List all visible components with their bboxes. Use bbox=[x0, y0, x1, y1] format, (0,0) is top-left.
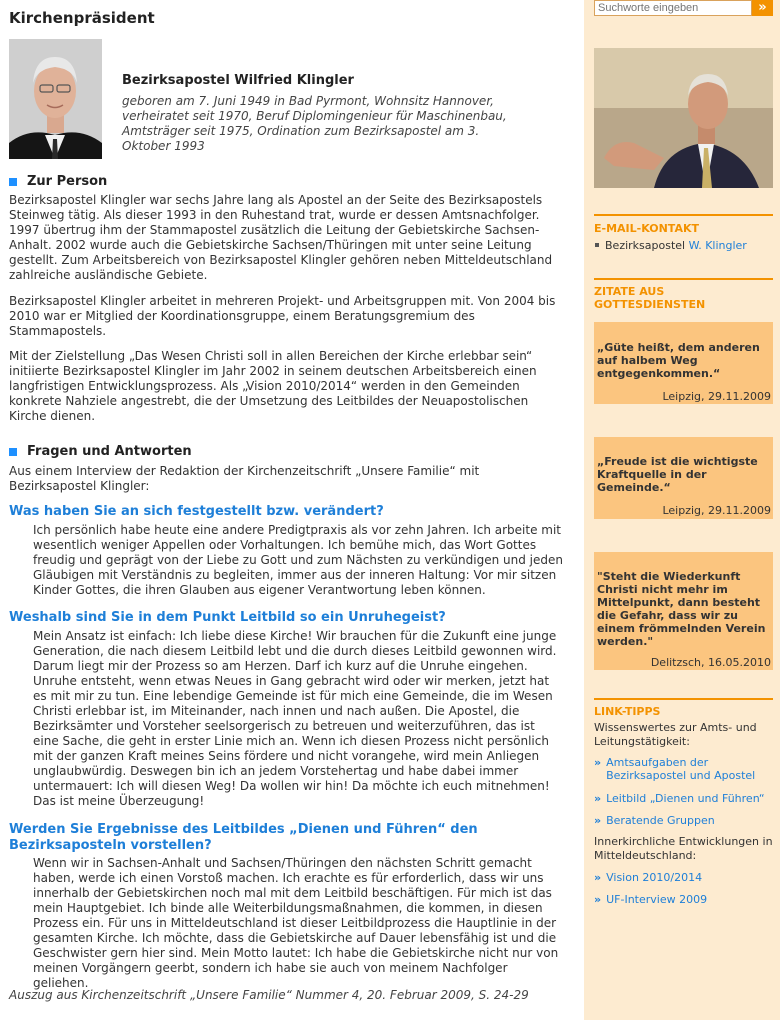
quotes-heading: ZITATE AUS GOTTESDIENSTEN bbox=[594, 285, 706, 311]
email-prefix: Bezirksapostel bbox=[605, 239, 686, 252]
sidebar-photo bbox=[594, 48, 773, 188]
link-item[interactable] bbox=[594, 792, 773, 805]
link-label: Vision 2010/2014 bbox=[606, 871, 703, 884]
sidebar-photo-illustration bbox=[594, 48, 773, 188]
square-bullet-icon bbox=[9, 448, 17, 456]
link-label: Leitbild „Dienen und Führen“ bbox=[606, 792, 765, 805]
sidebar-divider bbox=[594, 214, 773, 216]
search-button[interactable]: » bbox=[752, 0, 773, 16]
link-tips-intro: Innerkirchliche Entwicklungen in Mitteldeutschland: bbox=[594, 835, 773, 862]
section-heading-label: Zur Person bbox=[27, 174, 108, 189]
question-heading: Weshalb sind Sie in dem Punkt Leitbild so ein Unruhegeist? bbox=[9, 610, 446, 625]
interview-intro: Aus einem Interview der Redaktion der Kirchenzeitschrift „Unsere Familie“ mit Bezirksapostel Klingler: bbox=[9, 464, 480, 493]
email-link[interactable]: W. Klingler bbox=[688, 239, 747, 252]
link-label: Amtsaufgaben der Bezirksapostel und Apostel bbox=[606, 756, 756, 782]
page-title: Kirchenpräsident bbox=[9, 9, 155, 27]
answer-text: Ich persönlich habe heute eine andere Predigtpraxis als vor zehn Jahren. Ich arbeite mit wesentlich weniger Appellen oder Vorhaltungen. Ich bemühe mich, das Wort Gottes freudig und geprägt von der Liebe zu Gott und zum Nächsten zu verkündigen und jeden Gläubigen mit Verständnis zu begleiten, immer aus der inneren Haltung: Vor mir sitzen Kinder Gottes, die ihren Glauben aus eigener Verantwortung leben können. bbox=[33, 523, 563, 597]
quote-meta: Delitzsch, 16.05.2010 bbox=[650, 656, 771, 669]
quote-text: "Steht die Wiederkunft Christi nicht mehr im Mittelpunkt, dann besteht die Gefahr, dass wir zu einem frömmelnden Verein werden." bbox=[597, 570, 766, 648]
chevron-right-icon: » bbox=[594, 756, 602, 769]
answer-text: Wenn wir in Sachsen-Anhalt und Sachsen/Thüringen den nächsten Schritt gemacht haben, werde ich einen Vorstoß machen. Ich erachte es für erforderlich, dass wir uns innerhalb der Gebietskirchen noch mal mit dem Leitbild beschäftigen. Für mich ist das mein Hauptgebiet. Ich binde alle Weiterbildungsmaßnahmen, die kommen, in diesen Prozess ein. Für uns in Mitteldeutschland ist dieser Leitbildprozess die Hauptlinie in der gesamten Kirche. Ich möchte, dass die Gebietskirche auf Dauer lebensfähig ist und die Geschwister gern hier sind. Mein Motto lautet: Ich habe die Gebietskirche nicht nur von meinen Vorgängern geerbt, sondern ich habe sie auch von meinem Nachfolger geliehen. bbox=[33, 856, 559, 990]
question-heading: Werden Sie Ergebnisse des Leitbildes „Dienen und Führen“ den Bezirksaposteln vorstellen? bbox=[9, 822, 478, 853]
chevron-right-icon: » bbox=[594, 893, 602, 906]
square-bullet-icon bbox=[9, 178, 17, 186]
link-tips-intro: Wissenswertes zur Amts- und Leitungstätigkeit: bbox=[594, 721, 757, 748]
section-heading-fragen bbox=[9, 444, 192, 459]
sidebar-divider bbox=[594, 698, 773, 700]
link-item[interactable] bbox=[594, 893, 773, 906]
paragraph: Mit der Zielstellung „Das Wesen Christi soll in allen Bereichen der Kirche erlebbar sein“ initiierte Bezirksapostel Klingler im Jahr 2002 in seinem deutschen Arbeitsbereich einen langfristigen Entwicklungsprozess. Als „Vision 2010/2014“ werden in den Gemeinden konkrete Nahziele angestrebt, die der Umsetzung des Leitbildes der Neuapostolischen Kirche dienen. bbox=[9, 349, 537, 423]
portrait-image bbox=[9, 39, 102, 159]
profile-info: geboren am 7. Juni 1949 in Bad Pyrmont, Wohnsitz Hannover, verheiratet seit 1970, Beruf Diplomingenieur für Maschinenbau, Amtsträger seit 1975, Ordination zum Bezirksapostel am 3. Oktober 1993 bbox=[122, 94, 507, 153]
bullet-icon bbox=[595, 243, 599, 247]
quote-text: „Freude ist die wichtigste Kraftquelle in der Gemeinde.“ bbox=[597, 455, 758, 494]
link-label: UF-Interview 2009 bbox=[606, 893, 708, 906]
link-tips-heading: LINK-TIPPS bbox=[594, 705, 661, 718]
answer-text: Mein Ansatz ist einfach: Ich liebe diese Kirche! Wir brauchen für die Zukunft eine junge Generation, die nach diesem Leitbild lebt und die durch dieses Leitbild gewonnen wird. Darum liegt mir der Prozess so am Herzen. Darf ich kurz auf die Unruhe eingehen. Unruhe entsteht, wenn etwas Neues in Gang gebracht wird oder wir merken, jetzt hat es mit mir zu tun. Eine lebendige Gemeinde ist für mich eine Gemeinde, die im Wesen Christi erlebbar ist, im Miteinander, nach innen und nach außen. Die Apostel, die Bezirksämter und Vorsteher seelsorgerisch zu betreuen und weiterzuführen, das ist eine Sache, die geht in erster Linie mich an. Wenn ich diesen Prozess nicht persönlich mit der ganzen Kraft meines Seins fördere und nicht vorangehe, wird mein Anliegen unglaubwürdig. Deswegen bin ich an jedem Vorstehertag und habe dabei immer untermauert: Ich will diesen Weg! Da wollen wir hin! Da möchte ich euch mitnehmen! Das ist meine Überzeugung! bbox=[33, 629, 557, 808]
link-item[interactable] bbox=[594, 871, 773, 884]
question-heading: Was haben Sie an sich festgestellt bzw. verändert? bbox=[9, 504, 384, 519]
link-item[interactable] bbox=[594, 756, 773, 782]
profile-name: Bezirksapostel Wilfried Klingler bbox=[122, 73, 354, 88]
email-contact-line bbox=[594, 238, 747, 253]
quote-meta: Leipzig, 29.11.2009 bbox=[662, 390, 771, 403]
source-citation: Auszug aus Kirchenzeitschrift „Unsere Familie“ Nummer 4, 20. Februar 2009, S. 24-29 bbox=[9, 988, 529, 1002]
link-item[interactable] bbox=[594, 814, 773, 827]
email-contact-heading: E-MAIL-KONTAKT bbox=[594, 222, 699, 235]
section-heading-zur-person bbox=[9, 174, 107, 189]
chevron-right-icon: » bbox=[594, 871, 602, 884]
profile-block bbox=[9, 39, 569, 159]
portrait-illustration bbox=[9, 39, 102, 159]
paragraph: Bezirksapostel Klingler war sechs Jahre lang als Apostel an der Seite des Bezirksapostels Steinweg tätig. Als dieser 1993 in den Ruhestand trat, wurde er dessen Amtsnachfolger. 1997 übertrug ihm der Stammapostel zusätzlich die Leitung der Gebietskirche Sachsen-Anhalt. 2002 wurde auch die Gebietskirche Sachsen/Thüringen mit unter seine Leitung gestellt. Zum Arbeitsbereich von Bezirksapostel Klingler gehören neben Mitteldeutschland zahlreiche ausländische Gebiete. bbox=[9, 193, 553, 282]
quote-text: „Güte heißt, dem anderen auf halbem Weg entgegenkommen.“ bbox=[597, 341, 760, 380]
quote-meta: Leipzig, 29.11.2009 bbox=[662, 504, 771, 517]
paragraph: Bezirksapostel Klingler arbeitet in mehreren Projekt- und Arbeitsgruppen mit. Von 2004 bis 2010 war er Mitglied der Koordinationsgruppe, einem Beratungsgremium des Stammapostels. bbox=[9, 294, 556, 338]
search-input[interactable] bbox=[594, 0, 752, 16]
sidebar-divider bbox=[594, 278, 773, 280]
section-heading-label: Fragen und Antworten bbox=[27, 444, 192, 459]
chevron-right-icon: » bbox=[594, 814, 602, 827]
chevron-right-icon: » bbox=[594, 792, 602, 805]
link-label: Beratende Gruppen bbox=[606, 814, 715, 827]
